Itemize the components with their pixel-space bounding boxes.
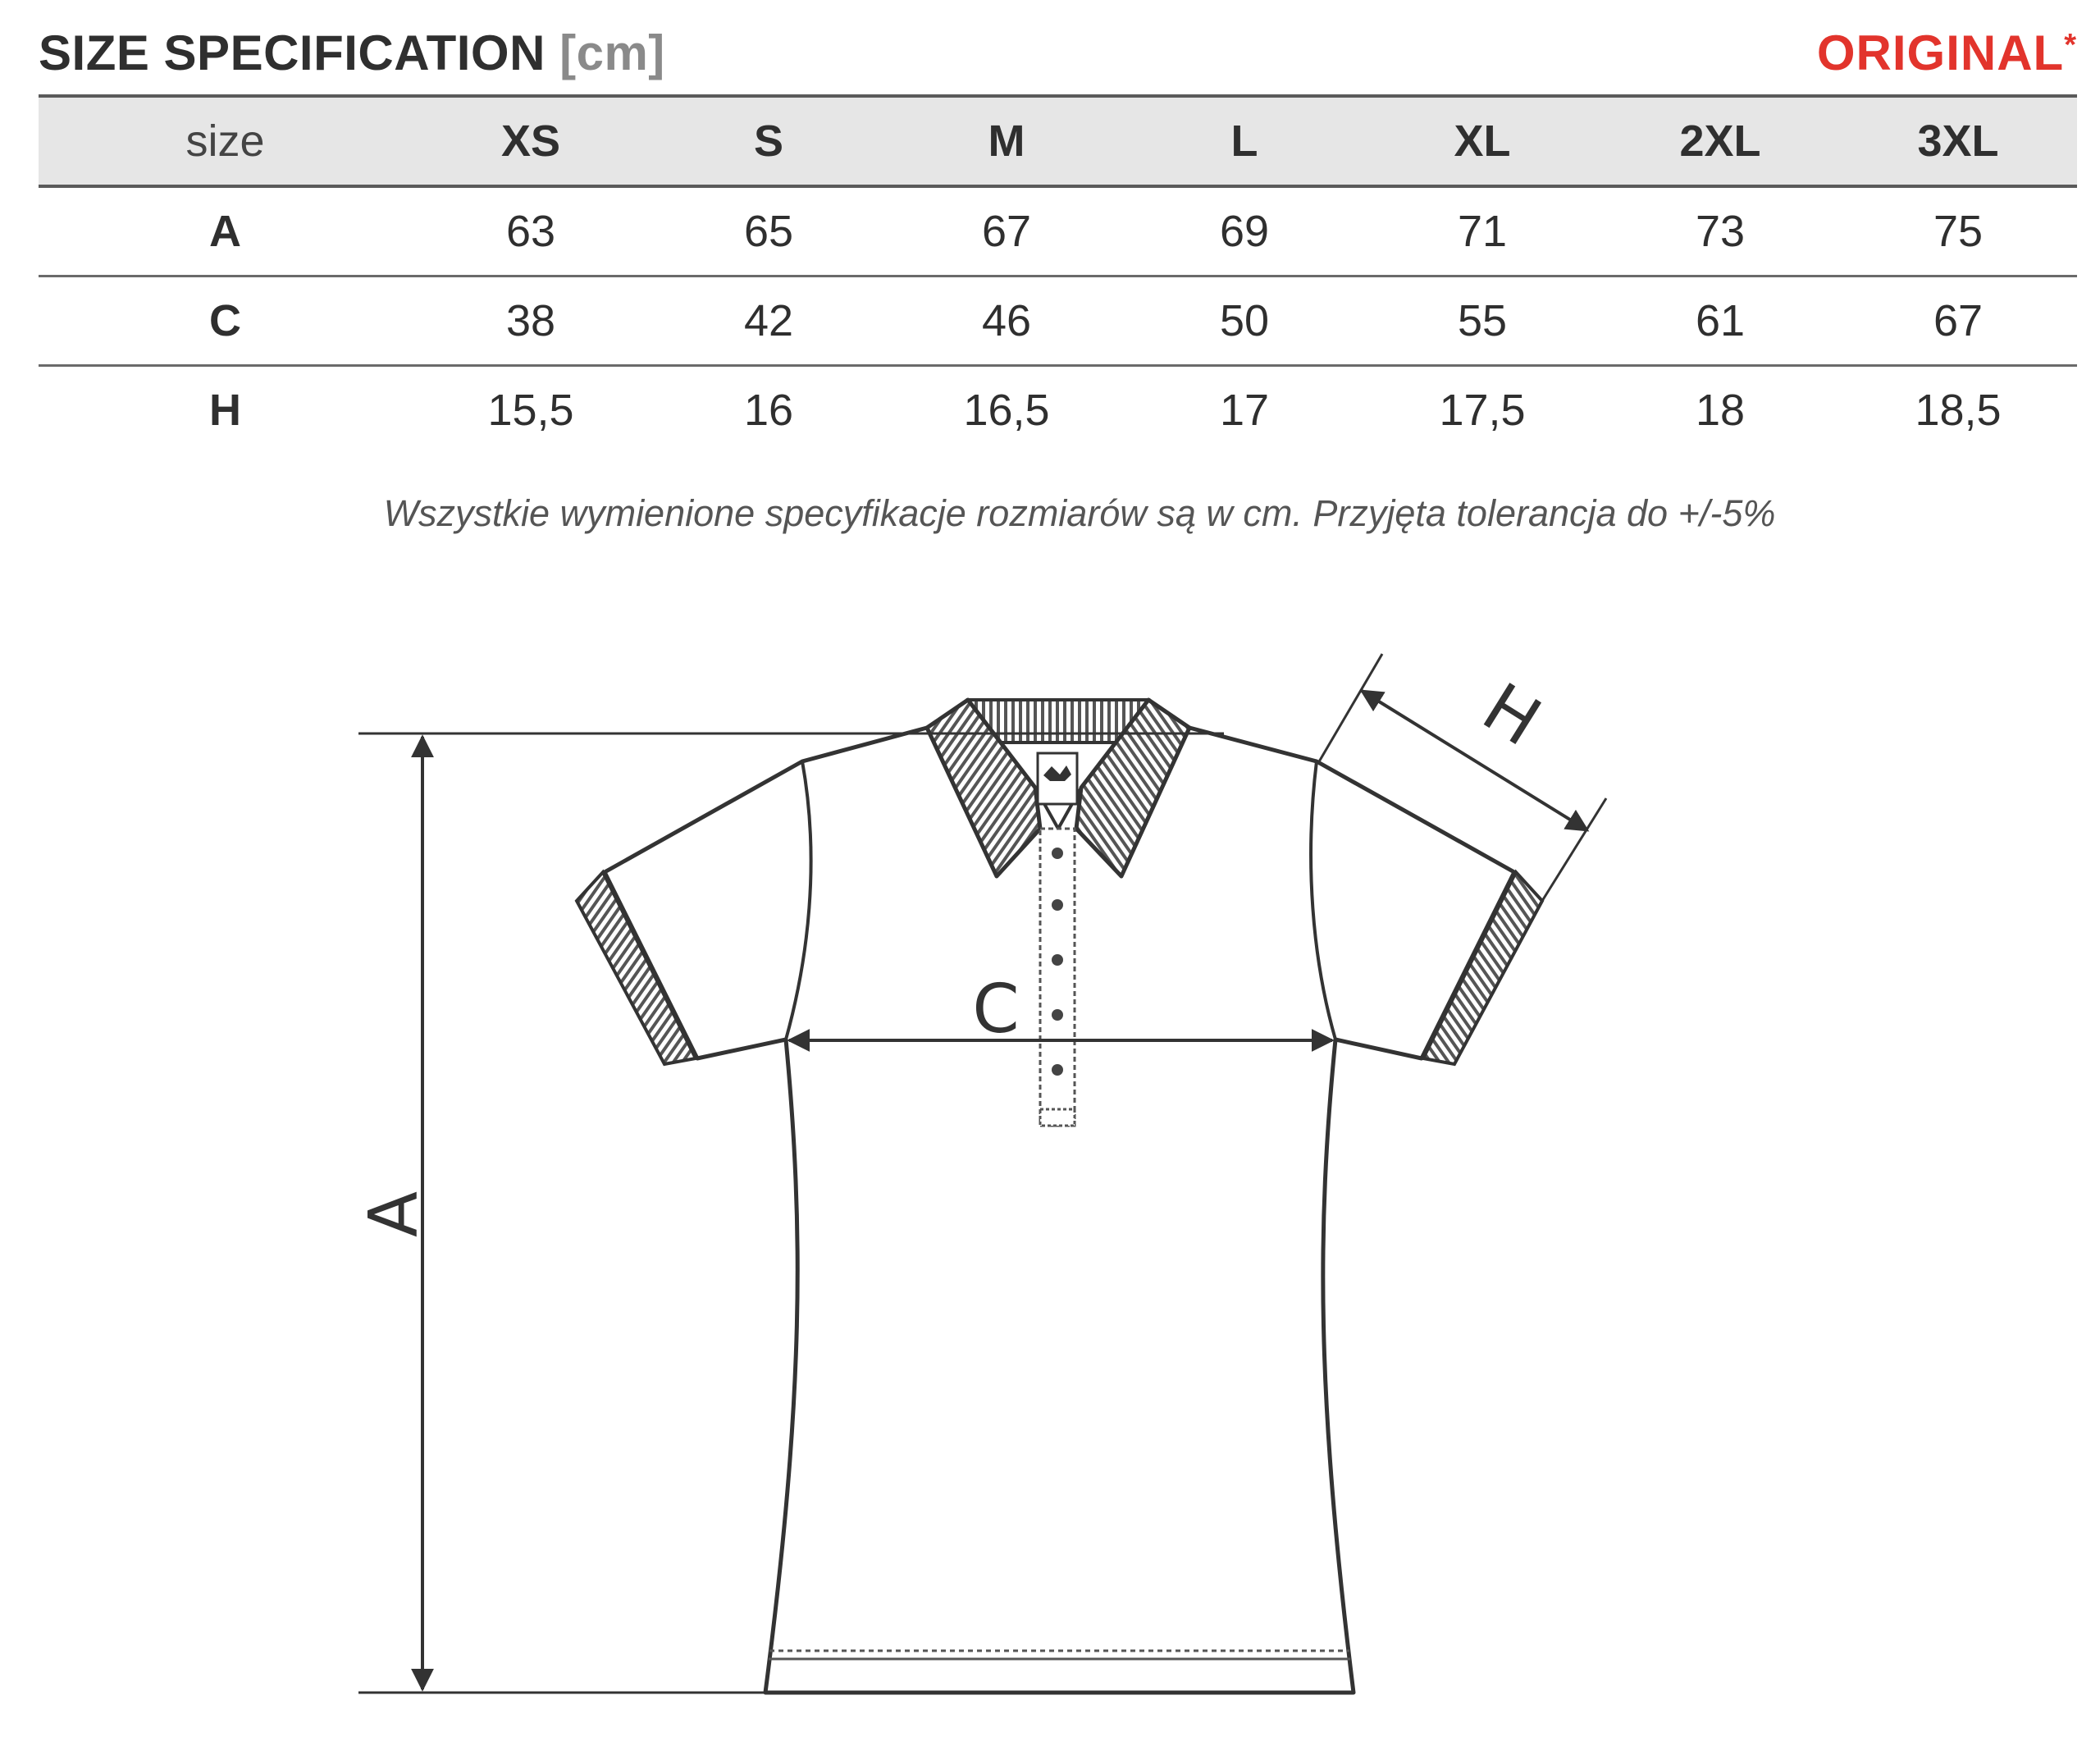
brand-mark-asterisk: * [2064, 28, 2077, 62]
button-icon [1052, 1009, 1063, 1021]
row-label: A [209, 207, 241, 256]
table-cell: 42 [743, 296, 794, 345]
tolerance-note: Wszystkie wymienione specyfikacje rozmiarów są w cm. Przyjęta tolerancja do +/-5% [383, 492, 1776, 534]
table-cell: 16,5 [963, 386, 1050, 435]
table-cell: 18,5 [1915, 386, 2002, 435]
brand-mark-text: ORIGINAL [1816, 25, 2065, 80]
size-header-label: size [185, 117, 265, 166]
placket-bottom [1040, 1109, 1075, 1126]
size-header-cell: S [753, 117, 784, 166]
table-cell: 67 [981, 207, 1032, 256]
table-cell: 16 [743, 386, 794, 435]
table-cell: 46 [981, 296, 1032, 345]
dimension-a-label: A [355, 1190, 433, 1238]
table-cell: 71 [1457, 207, 1508, 256]
row-label: H [209, 386, 241, 435]
table-cell: 67 [1933, 296, 1984, 345]
row-label: C [209, 296, 241, 345]
table-cell: 63 [505, 207, 556, 256]
button-icon [1052, 899, 1063, 911]
title-unit: [cm] [559, 25, 665, 80]
size-header-cell: XL [1454, 117, 1511, 166]
title-text: SIZE SPECIFICATION [39, 25, 546, 80]
table-cell: 69 [1219, 207, 1270, 256]
table-cell: 17 [1219, 386, 1270, 435]
table-cell: 18 [1695, 386, 1746, 435]
size-header-cell: 2XL [1679, 117, 1761, 166]
table-cell: 50 [1219, 296, 1270, 345]
dimension-c-label: C [972, 971, 1020, 1049]
table-cell: 15,5 [487, 386, 574, 435]
placket [1040, 829, 1075, 1126]
table-cell: 65 [743, 207, 794, 256]
button-icon [1052, 954, 1063, 966]
table-cell: 61 [1695, 296, 1746, 345]
dimension-h-guide-top [1318, 654, 1382, 763]
table-cell: 38 [505, 296, 556, 345]
dimension-h-guide-bottom [1542, 798, 1606, 901]
dimension-h-label: H [1469, 669, 1554, 762]
button-icon [1052, 848, 1063, 859]
table-cell: 17,5 [1439, 386, 1526, 435]
size-header-cell: L [1230, 117, 1258, 166]
size-header-cell: XS [500, 117, 561, 166]
table-cell: 55 [1457, 296, 1508, 345]
size-header-cell: 3XL [1917, 117, 1999, 166]
size-header-cell: M [988, 117, 1025, 166]
table-cell: 73 [1695, 207, 1746, 256]
button-icon [1052, 1064, 1063, 1076]
table-cell: 75 [1933, 207, 1984, 256]
